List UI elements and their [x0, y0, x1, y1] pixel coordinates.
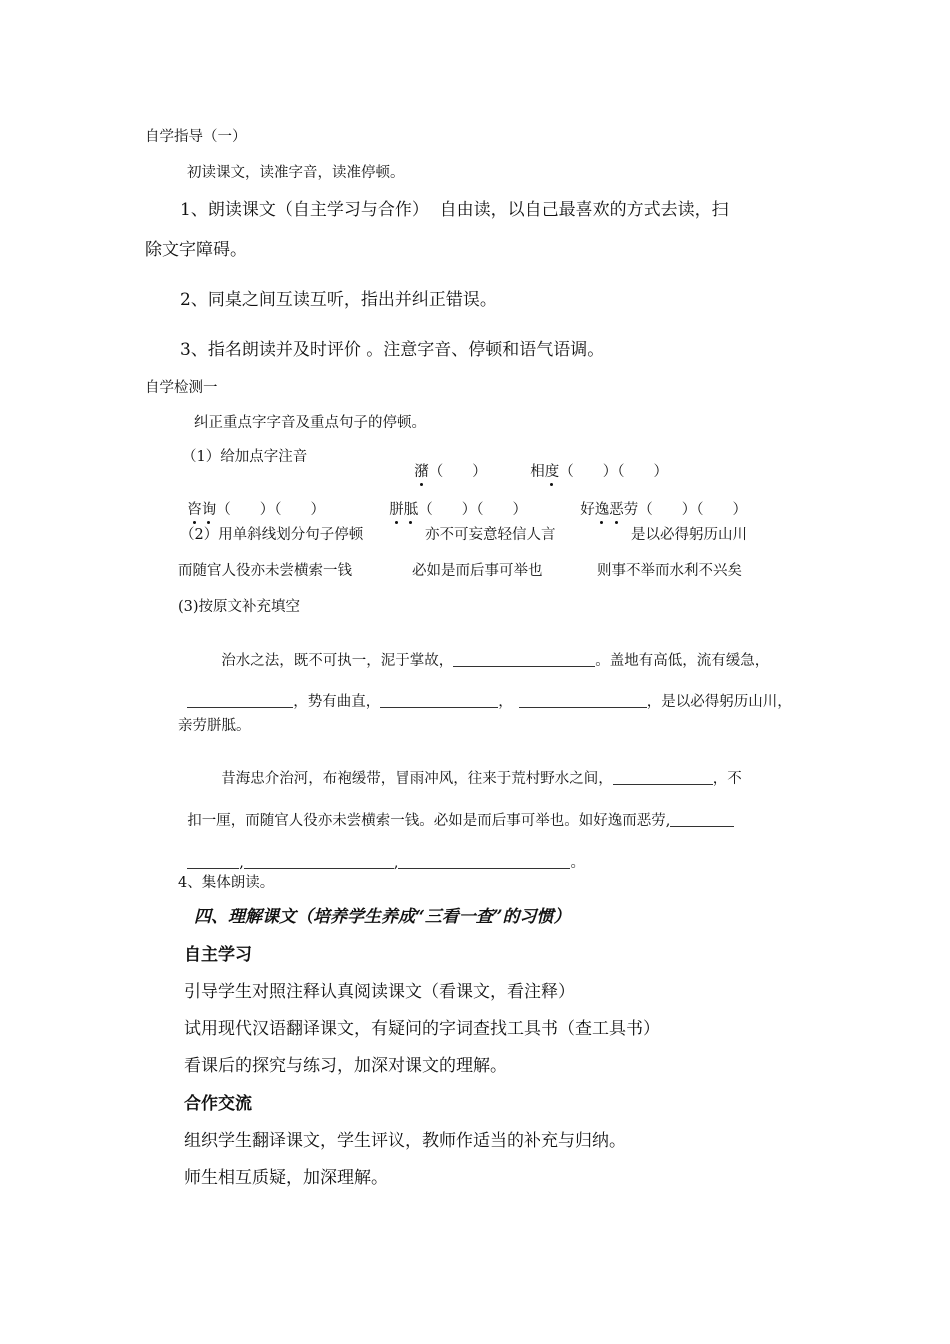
fill-p1-line3: 亲劳胼胝。 — [178, 718, 251, 734]
text: ， — [498, 693, 513, 710]
pinyin-blank: （ ）（ ） — [216, 501, 325, 518]
coop-item: 师生相互质疑，加深理解。 — [184, 1168, 388, 1188]
q2-sentence-3: 而随官人役亦未尝横索一钱 — [178, 563, 352, 579]
section2-title: 自学检测一 — [145, 380, 218, 396]
self-study-item: 引导学生对照注释认真阅读课文（看课文，看注释） — [184, 982, 575, 1002]
text: ，不 — [712, 770, 742, 787]
q1-word-2 — [521, 450, 668, 479]
dotted-char: 胼 — [389, 501, 404, 518]
step1-line1: 1、朗读课文（自主学习与合作） 自由读，以自己最喜欢的方式去读，扫 — [180, 200, 729, 220]
text: ，是以必得躬历山川， — [646, 693, 792, 710]
fill-blank[interactable] — [187, 854, 239, 869]
q2-sentence-4: 必如是而后事可举也 — [412, 563, 543, 579]
fill-blank[interactable] — [670, 812, 734, 827]
dotted-char: 恶 — [609, 501, 624, 518]
dotted-char: 潴 — [414, 463, 429, 480]
fill-blank[interactable] — [519, 693, 647, 708]
text: , — [393, 854, 399, 871]
section2-intro: 纠正重点字字音及重点句子的停顿。 — [194, 415, 426, 431]
q1-label: （1）给加点字注音 — [182, 449, 308, 465]
fill-blank[interactable] — [398, 854, 570, 869]
q1-word-5 — [571, 488, 747, 517]
dotted-char: 咨 — [187, 501, 202, 518]
dotted-char: 询 — [201, 501, 217, 518]
step1-line2: 除文字障碍。 — [145, 240, 247, 260]
fill-blank[interactable] — [380, 693, 498, 708]
fill-p2-line2 — [178, 797, 734, 828]
text: ，势有曲直， — [293, 693, 381, 710]
step3: 3、指名朗读并及时评价 。注意字音、停顿和语气语调。 — [180, 340, 605, 360]
q1-word-4 — [380, 488, 527, 517]
q2-label: （2）用单斜线划分句子停顿 — [180, 527, 364, 543]
fill-p2-line3 — [178, 839, 585, 870]
section1-title: 自学指导（一） — [145, 129, 247, 145]
pinyin-blank: （ ） — [428, 463, 487, 480]
coop-item: 组织学生翻译课文，学生评议，教师作适当的补充与归纳。 — [184, 1131, 626, 1151]
q1-word-1 — [405, 450, 487, 479]
text: 治水之法，既不可执一，泥于掌故， — [221, 652, 454, 669]
q3-label: (3)按原文补充填空 — [178, 599, 301, 615]
fill-p1-line1 — [212, 637, 769, 668]
pinyin-blank: （ ）（ ） — [418, 501, 527, 518]
fill-p1-line2 — [178, 678, 792, 709]
self-study-item: 看课后的探究与练习，加深对课文的理解。 — [184, 1056, 507, 1076]
text: 。盖地有高低，流有缓急， — [595, 652, 770, 669]
self-study-item: 试用现代汉语翻译课文，有疑问的字词查找工具书（查工具书） — [184, 1019, 660, 1039]
text: 昔海忠介治河，布袍缓带，冒雨冲风，往来于荒村野水之间， — [221, 770, 613, 787]
dotted-char: 逸 — [594, 501, 610, 518]
dotted-char: 度 — [544, 463, 560, 480]
word-pre: 好 — [580, 501, 595, 518]
fill-blank[interactable] — [613, 770, 713, 785]
fill-blank[interactable] — [187, 693, 293, 708]
q2-sentence-1: 亦不可妄意轻信人言 — [425, 527, 556, 543]
q1-word-3 — [178, 488, 325, 517]
coop-title: 合作交流 — [184, 1094, 252, 1114]
section1-intro: 初读课文，读准字音，读准停顿。 — [187, 165, 405, 181]
step2: 2、同桌之间互读互听，指出并纠正错误。 — [180, 290, 497, 310]
fill-p2-line1 — [212, 755, 742, 786]
pinyin-blank: （ ）（ ） — [559, 463, 668, 480]
fill-blank[interactable] — [244, 854, 394, 869]
text: 扣一厘，而随官人役亦未尝横索一钱。必如是而后事可举也。如好逸而恶劳, — [187, 812, 671, 829]
self-study-title: 自主学习 — [184, 945, 252, 965]
q2-sentence-2: 是以必得躬历山川 — [631, 527, 747, 543]
step4: 4、集体朗读。 — [178, 875, 275, 891]
pinyin-blank: 劳（ ）（ ） — [623, 501, 747, 518]
section4-title: 四、理解课文（培养学生养成“三看一查”的习惯） — [194, 907, 571, 927]
fill-blank[interactable] — [453, 652, 595, 667]
dotted-char: 胝 — [403, 501, 419, 518]
text: 。 — [570, 854, 585, 871]
text: , — [239, 854, 244, 871]
word-pre: 相 — [530, 463, 545, 480]
q2-sentence-5: 则事不举而水利不兴矣 — [597, 563, 742, 579]
